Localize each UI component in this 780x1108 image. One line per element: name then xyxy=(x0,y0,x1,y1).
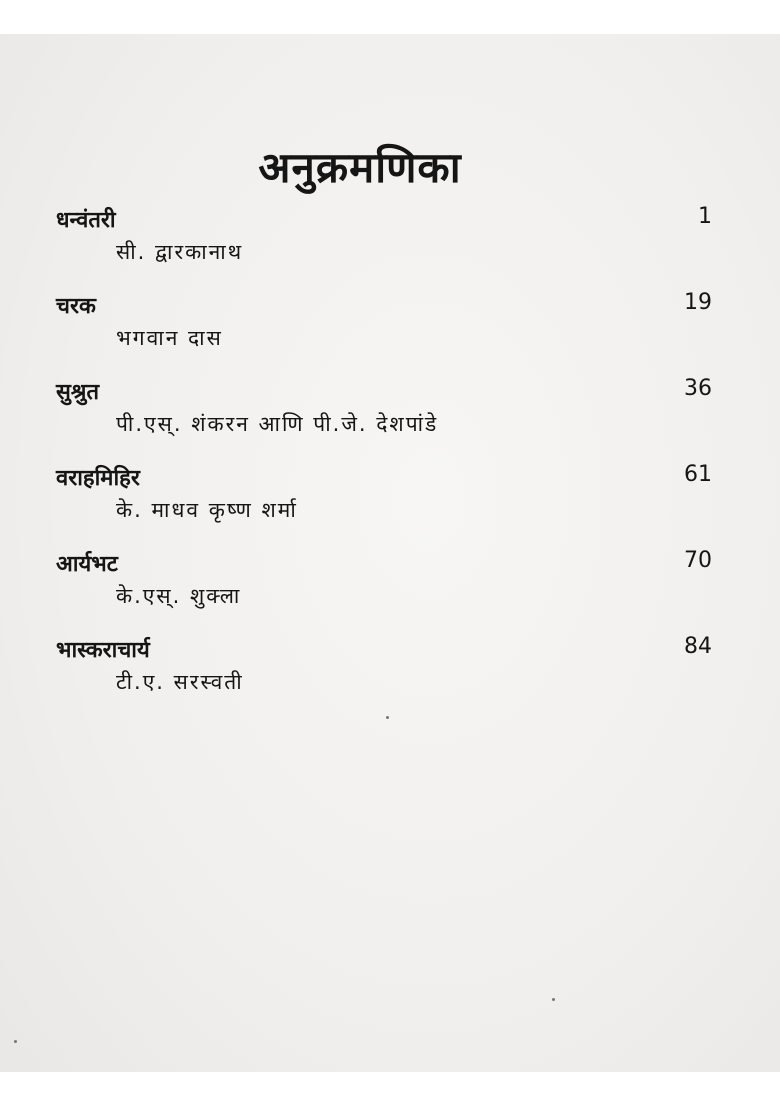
toc-topic: चरक xyxy=(56,294,96,319)
toc-topic: आर्यभट xyxy=(56,552,118,577)
toc-entry xyxy=(56,462,712,542)
toc-author: के.एस्. शुक्ला xyxy=(116,584,242,608)
toc-topic: भास्कराचार्य xyxy=(56,638,150,663)
toc-author: टी.ए. सरस्वती xyxy=(116,670,244,694)
toc-entry xyxy=(56,204,712,284)
page-title: अनुक्रमणिका xyxy=(258,143,462,192)
scan-bottom-margin xyxy=(0,1072,780,1108)
scan-top-margin xyxy=(0,0,780,34)
toc-page-number: 84 xyxy=(684,634,712,659)
toc-page-number: 61 xyxy=(684,462,712,487)
toc-entry xyxy=(56,376,712,456)
toc-entry xyxy=(56,548,712,628)
speck xyxy=(386,716,389,719)
toc-author: के. माधव कृष्ण शर्मा xyxy=(116,498,298,522)
toc-author: सी. द्वारकानाथ xyxy=(116,240,244,264)
speck xyxy=(14,1040,17,1043)
toc-entry xyxy=(56,634,712,714)
toc-topic: वराहमिहिर xyxy=(56,466,140,491)
toc-page-number: 1 xyxy=(698,204,712,229)
speck xyxy=(552,998,555,1001)
toc-page-number: 36 xyxy=(684,376,712,401)
toc-page-number: 70 xyxy=(684,548,712,573)
toc-author: पी.एस्. शंकरन आणि पी.जे. देशपांडे xyxy=(116,412,439,436)
toc-topic: सुश्रुत xyxy=(56,380,99,405)
toc-entry xyxy=(56,290,712,370)
toc-topic: धन्वंतरी xyxy=(56,208,116,233)
toc-author: भगवान दास xyxy=(116,326,223,350)
toc-page-number: 19 xyxy=(684,290,712,315)
